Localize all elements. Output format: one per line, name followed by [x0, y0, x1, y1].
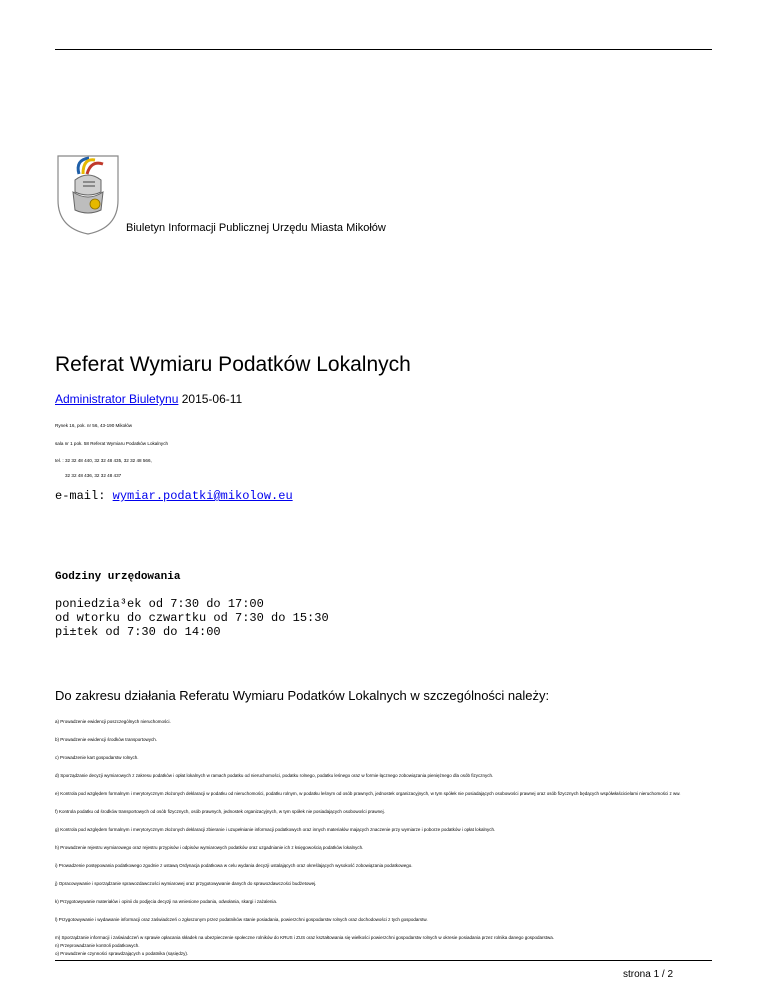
- task-item: j) Opracowywanie i sporządzanie sprawozdawczości wymiarowej oraz przygotowywanie danych do sprawozdawczości budżetowej.: [55, 881, 317, 886]
- byline: [55, 392, 242, 406]
- hours-tue-thu: od wtorku do czwartku od 7:30 do 15:30: [55, 611, 329, 625]
- page-title: Referat Wymiaru Podatków Lokalnych: [55, 353, 411, 376]
- hours-monday: poniedzia³ek od 7:30 do 17:00: [55, 597, 264, 611]
- scope-heading: Do zakresu działania Referatu Wymiaru Podatków Lokalnych w szczególności należy:: [55, 688, 550, 703]
- task-item: k) Przygotowywanie materiałów i opinii do podjęcia decyzji na wniesione podania, odwołania, skargi i zażalenia.: [55, 899, 278, 904]
- phone-line: tel. : 32 32 48 440, 32 32 48 435, 32 32 48 566,: [55, 458, 152, 463]
- task-item: e) Kontrola pod względem formalnym i merytorycznym złożonych deklaracji w podatku od nieruchomości, podatku rolnym, w podatku leśnym od osób prawnych, jednostek organizacyjnych, w tym spółek nie posiadających osobowości prawnej oraz osób fizycznych będących współwłaścicielami nieruchomości z ww.: [55, 791, 681, 796]
- coat-of-arms-logo: [55, 152, 121, 236]
- publish-date: 2015-06-11: [181, 392, 243, 406]
- task-item: o) Prowadzenie czynności sprawdzających u podatnika (sąsiędzy).: [55, 951, 189, 956]
- hours-heading: Godziny urzędowania: [55, 571, 181, 583]
- task-item: n) Przeprowadzanie kontroli podatkowych.: [55, 943, 140, 948]
- address-line: Rynek 16, pok. nr 56, 43-190 Mikołów: [55, 423, 133, 428]
- task-item: d) Sporządzanie decyzji wymiarowych z zakresu podatków i opłat lokalnych w ramach podatku od nieruchomości, podatku rolnego, podatku leśnego oraz w formie łącznego zobowiązania pieniężnego dla osób fizycznych.: [55, 773, 494, 778]
- page-counter: strona 1 / 2: [623, 969, 674, 980]
- top-divider: [55, 49, 712, 50]
- task-item: i) Prowadzenie postępowania podatkowego zgodnie z ustawą Ordynacja podatkowa w celu wydania decyzji ustalających oraz określających wysokość zobowiązania podatkowego.: [55, 863, 413, 868]
- task-item: h) Prowadzenie rejestru wymiarowego oraz rejestru przypisów i odpisów wymiarowych podatków oraz uzgadnianie ich z księgowością podatków lokalnych.: [55, 845, 364, 850]
- email-label: e-mail:: [55, 489, 106, 503]
- hours-friday: pi±tek od 7:30 do 14:00: [55, 625, 221, 639]
- author-link[interactable]: Administrator Biuletynu: [55, 392, 179, 406]
- task-item: m) Sporządzanie informacji i zaświadczeń w sprawie opłacania składek na ubezpieczenie społeczne rolników do KRUS i ZUS oraz kształtowania się wielkości powierzchni gospodarstw rolnych w okresie posiadania przez rolnika danego gospodarstwa.: [55, 935, 554, 940]
- room-line: sala nr 1 pok. 58 Referat Wymiaru Podatków Lokalnych: [55, 441, 169, 446]
- task-item: g) Kontrola pod względem formalnym i merytorycznym złożonych deklaracji zbieranie i uzupełnianie informacji podatkowych oraz innych materiałów mających znaczenie przy wymiarze i poborze podatków i opłat lokalnych.: [55, 827, 496, 832]
- office-hours: [55, 597, 329, 639]
- task-item: b) Prowadzenie ewidencji środków transportowych.: [55, 737, 158, 742]
- bip-header-title: Biuletyn Informacji Publicznej Urzędu Miasta Mikołów: [126, 222, 386, 234]
- bottom-divider: [55, 960, 712, 961]
- phone-line-continued: 32 32 48 436, 32 32 48 437: [65, 473, 122, 478]
- email-row: [55, 489, 293, 503]
- email-link[interactable]: wymiar.podatki@mikolow.eu: [112, 489, 293, 503]
- task-item: c) Prowadzenie kart gospodarstw rolnych.: [55, 755, 139, 760]
- task-item: a) Prowadzenie ewidencji poszczególnych nieruchomości.: [55, 719, 171, 724]
- task-item: l) Przygotowywanie i wydawanie informacji oraz zaświadczeń o zgłoszonym przez podatników stanie posiadania, powierzchni gospodarstw rolnych oraz dochodowości z tych gospodarstw.: [55, 917, 428, 922]
- task-item: f) Kontrola podatku od środków transportowych od osób fizycznych, osób prawnych, jednostek organizacyjnych, w tym spółek nie posiadających osobowości prawnej.: [55, 809, 385, 814]
